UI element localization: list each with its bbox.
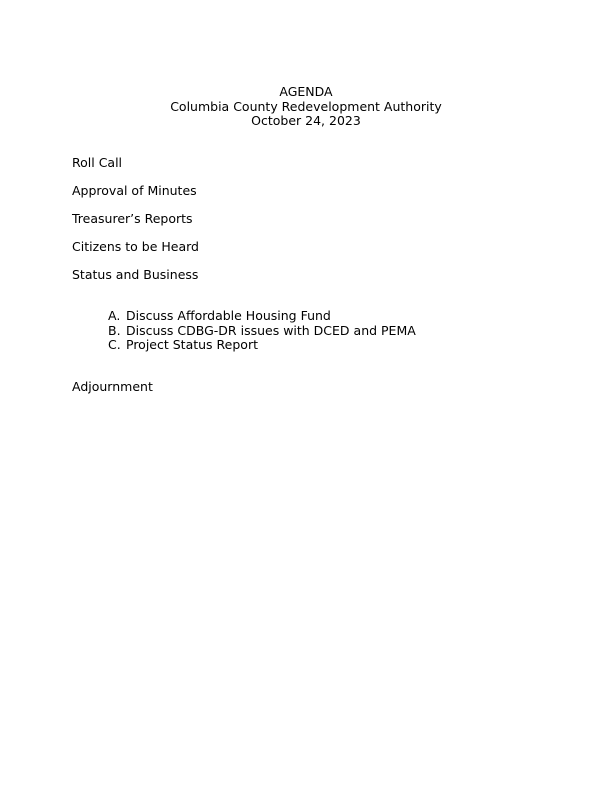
agenda-header <box>0 85 612 129</box>
agenda-item-adjournment: Adjournment <box>72 379 153 394</box>
sub-item-text: Discuss Affordable Housing Fund <box>126 308 331 323</box>
agenda-item-approval-of-minutes: Approval of Minutes <box>72 183 197 198</box>
agenda-item-citizens-to-be-heard: Citizens to be Heard <box>72 239 199 254</box>
agenda-title: AGENDA <box>279 84 333 99</box>
sub-item-c <box>108 338 416 353</box>
business-sub-list <box>108 309 416 353</box>
sub-item-b <box>108 324 416 339</box>
sub-item-text: Project Status Report <box>126 337 258 352</box>
agenda-item-treasurers-reports: Treasurer’s Reports <box>72 211 193 226</box>
sub-item-letter: B. <box>108 322 121 338</box>
sub-item-text: Discuss CDBG-DR issues with DCED and PEMA <box>126 322 416 338</box>
sub-item-letter: C. <box>108 337 121 352</box>
agenda-item-status-and-business: Status and Business <box>72 267 199 282</box>
sub-item-letter: A. <box>108 308 121 323</box>
agenda-item-roll-call: Roll Call <box>72 155 123 170</box>
sub-item-a <box>108 309 416 324</box>
meeting-date: October 24, 2023 <box>251 113 361 128</box>
organization-name: Columbia County Redevelopment Authority <box>170 98 442 114</box>
